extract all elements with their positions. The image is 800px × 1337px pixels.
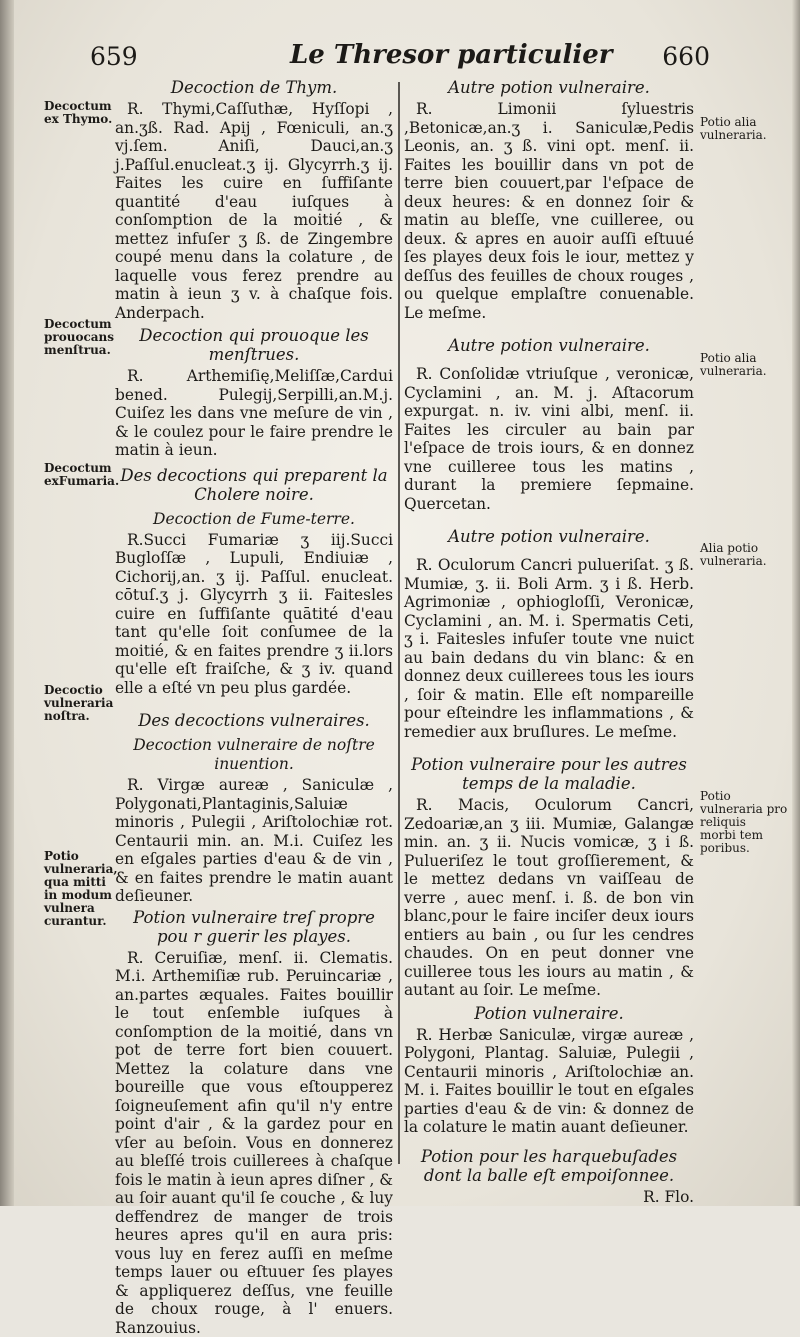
section-text: R.Succi Fumariæ ʒ iij.Succi Bugloſſæ , Lupuli, Endiuiæ , Cichorij,an. ʒ ij. Paſſul. enucleat. cōtuſ.ʒ j. Glycyrrh ʒ ii. Faitesles cuire en ſuffiſante quātité d'eau tant qu'elle ſoit conſumee de la moitié, & en faites prendre ʒ ii.lors qu'elle eſt fraiſche, & ʒ iv. quand elle a eſté vn peu plus gardée. — [115, 531, 393, 698]
section-text: R. Macis, Oculorum Cancri, Zedoariæ,an ʒ iii. Mumiæ, Galangæ min. an. ʒ ii. Nucis vomicæ, ʒ i ß. Pulueriſez le tout groſſierement, & le mettez dedans vn vaiſſeau de verre , auec menſ. i. ß. de bon vin blanc,pour le faire inciſer deux iours entiers au bain , ou ſur les cendres chaudes. On en peut donner vne cuilleree tous les iours au matin , & autant au ſoir. Le meſme. — [404, 796, 694, 1000]
section-heading: Autre potion vulneraire. — [404, 527, 694, 546]
section-text: R. Oculorum Cancri pulueriſat. ʒ ß. Mumiæ, ʒ. ii. Boli Arm. ʒ i ß. Herb. Agrimoniæ , ophiogloſſi, Veronicæ, Cyclamini , an. M. i. Spermatis Ceti, ʒ i. Faitesles infuſer toute vne nuict au bain dedans du vin blanc: & en donnez deux cuillerees tous les iours , ſoir & matin. Elle eſt nompareille pour eſteindre les inflammations , & remedier aux bruſlures. Le meſme. — [404, 556, 694, 741]
margin-note: Decoctio vulneraria noſtra. — [44, 684, 114, 723]
section-heading: Decoction vulneraire de noſtre inuention. — [115, 736, 393, 774]
section-heading: Potion vulneraire pour les autres temps de la maladie. — [404, 755, 694, 793]
section-text: R. Limonii ſyluestris ,Betonicæ,an.ʒ i. Saniculæ,Pedis Leonis, an. ʒ ß. vini opt. menſ. ii. Faites les bouillir dans vn pot de terre bien couuert,par l'eſpace de deux heures: & en donnez ſoir & matin au bleſſe, vne cuilleree, ou deux. & apres en auoir auſſi eſtuué ſes playes deux fois le iour, mettez y deſſus des feuilles de choux rouges , ou quelque emplaſtre conuenable. Le meſme. — [404, 100, 694, 322]
page-edge-right — [792, 0, 800, 1206]
section-heading: Decoction qui prouoque les menſtrues. — [115, 326, 393, 364]
section-text: R. Ceruiſiæ, menſ. ii. Clematis. M.i. Arthemiſiæ rub. Peruincariæ , an.partes æquales. Faites bouillir le tout enſemble iuſques à conſomption de la moitié, dans vn pot de terre fort bien couuert. Mettez la colature dans vne boureille que vous eſtoupperez ſoigneuſement afin qu'il n'y entre point d'air , & la gardez pour en vſer au beſoin. Vous en donnerez au bleſſé trois cuillerees à chaſque fois le matin à ieun apres diſner , & au ſoir auant qu'il ſe couche , & luy deffendrez de manger de trois heures apres qu'il en aura pris: vous luy en ferez auſſi en meſme temps lauer ou eſtuuer ſes playes & appliquerez deſſus, vne feuille de choux rouge, à l' enuers. Ranzouius. — [115, 949, 393, 1337]
left-column — [115, 76, 393, 1337]
margin-note: Decoctum prouocans menſtrua. — [44, 318, 114, 357]
running-header — [90, 40, 710, 76]
margin-note: Decoctum ex Thymo. — [44, 100, 114, 126]
recipe-potion-autres-temps — [404, 755, 694, 1000]
heading-vulneraires — [115, 711, 393, 730]
margin-note: Potio alia vulneraria. — [700, 352, 792, 378]
section-text: R. Arthemiſię,Meliſſæ,Cardui bened. Pulegij,Serpilli,an.M.j. Cuiſez les dans vne meſure de vin , & le coulez pour le faire prendre le matin à ieun. — [115, 367, 393, 460]
section-heading: Potion vulneraire. — [404, 1004, 694, 1023]
page-edge-left — [0, 0, 14, 1206]
recipe-harquebusades — [404, 1147, 694, 1207]
section-heading: Decoction de Fume-terre. — [115, 510, 393, 529]
recipe-potion-vulneraire — [404, 1004, 694, 1137]
section-heading: Potion vulneraire treſ propre pou r guerir les playes. — [115, 908, 393, 946]
section-heading: Autre potion vulneraire. — [404, 336, 694, 355]
recipe-autre-potion-2 — [404, 336, 694, 513]
margin-note: Potio alia vulneraria. — [700, 116, 792, 142]
right-column — [404, 76, 694, 1206]
section-heading: Des decoctions qui preparent la Cholere noire. — [115, 466, 393, 504]
page-number-right: 660 — [662, 42, 710, 71]
section-text: R. Herbæ Saniculæ, virgæ aureæ , Polygoni, Plantag. Saluiæ, Pulegii , Centaurii minoris , Ariſtolochiæ an. M. i. Faites bouillir le tout en eſgales parties d'eau & de vin: & donnez de la colature le matin auant deſieuner. — [404, 1026, 694, 1137]
section-heading: Potion pour les harquebuſades dont la balle eſt empoiſonnee. — [404, 1147, 694, 1185]
section-text: R. Virgæ aureæ , Saniculæ , Polygonati,Plantaginis,Saluiæ minoris , Pulegii , Ariſtolochiæ rot. Centaurii min. an. M.i. Cuiſez les en eſgales parties d'eau & de vin , & en faites prendre le matin auant deſieuner. — [115, 776, 393, 906]
recipe-autre-potion-3 — [404, 527, 694, 741]
recipe-autre-potion-1 — [404, 78, 694, 322]
margin-note: Potio vulneraria pro reliquis morbi tem poribus. — [700, 790, 792, 855]
recipe-thyme — [115, 78, 393, 322]
recipe-menstrues — [115, 326, 393, 460]
heading-cholere — [115, 466, 393, 504]
margin-note: Potio vulneraria, qua mitti in modum vulnera curantur. — [44, 850, 114, 928]
recipe-fume-terre — [115, 510, 393, 698]
column-divider — [398, 82, 400, 1164]
recipe-potion-playes — [115, 908, 393, 1337]
section-heading: Autre potion vulneraire. — [404, 78, 694, 97]
margin-note: Alia potio vulneraria. — [700, 542, 792, 568]
running-title: Le Thresor particulier — [290, 40, 612, 70]
margin-note: Decoctum exFumaria. — [44, 462, 114, 488]
catchword: R. Flo. — [404, 1188, 694, 1207]
section-heading: Decoction de Thym. — [115, 78, 393, 97]
page-number-left: 659 — [90, 42, 138, 71]
section-text: R. Conſolidæ vtriuſque , veronicæ, Cyclamini , an. M. j. Aſtacorum expurgat. n. iv. vini albi, menſ. ii. Faites les circuler au bain par l'eſpace de trois iours, & en donnez vne cuilleree tous les matins , durant la premiere ſepmaine. Quercetan. — [404, 365, 694, 513]
section-heading: Des decoctions vulneraires. — [115, 711, 393, 730]
recipe-vulneraire-invention — [115, 736, 393, 906]
section-text: R. Thymi,Caſſuthæ, Hyſſopi , an.ʒß. Rad. Apij , Fœniculi, an.ʒ vj.ſem. Aniſi, Dauci,an.ʒ j.Paſſul.enucleat.ʒ ij. Glycyrrh.ʒ ij. Faites les cuire en ſuffiſante quantité d'eau iuſques à conſomption de la moitié , & mettez infuſer ʒ ß. de Zingembre coupé menu dans la colature , de laquelle vous ferez prendre au matin à ieun ʒ v. à chaſque fois. Anderpach. — [115, 100, 393, 322]
